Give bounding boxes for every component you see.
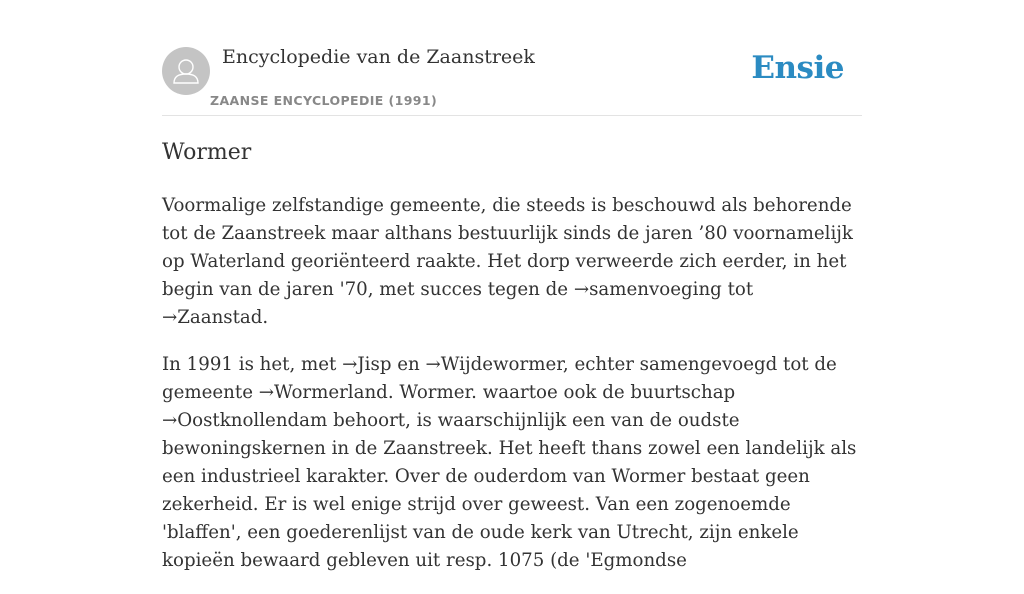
link-oostknollendam[interactable]: →Oostknollendam (162, 410, 328, 431)
paragraph-text: behoort, is waarschijnlijk een van de oudste bewoningskernen in de Zaanstreek. Het heeft thans zowel een landelijk als een industrieel karakter. Over de ouderdom van Wormer bestaat geen zekerheid. Er is wel enige strijd over geweest. Van een zogenoemde 'blaffen', een goederenlijst van de oude kerk van Utrecht, zijn enkele kopieën bewaard gebleven uit resp. 1075 (de 'Egmondse (162, 410, 857, 571)
ensie-logo[interactable]: Ensie (751, 50, 844, 86)
paragraph-text: In 1991 is het, met (162, 354, 343, 375)
article-title: Wormer (162, 140, 252, 165)
paragraph-text: , echter samengevoegd tot de gemeente (162, 354, 837, 403)
paragraph-text: . (262, 307, 269, 328)
link-wijdewormer[interactable]: →Wijdewormer (425, 354, 563, 375)
link-jisp[interactable]: →Jisp (342, 354, 392, 375)
link-zaanstad[interactable]: →Zaanstad (162, 307, 263, 328)
link-samenvoeging[interactable]: →samenvoeging (573, 279, 722, 300)
header-divider (162, 115, 862, 116)
source-title[interactable]: Encyclopedie van de Zaanstreek (222, 46, 535, 68)
link-wormerland[interactable]: →Wormerland (258, 382, 388, 403)
article-paragraph (162, 351, 862, 575)
user-silhouette-icon[interactable] (162, 47, 210, 95)
paragraph-text: en (391, 354, 426, 375)
paragraph-text: . Wormer. waartoe ook de buurtschap (387, 382, 736, 403)
paragraph-text: tot (721, 279, 754, 300)
paragraph-text: Voormalige zelfstandige gemeente, die steeds is beschouwd als behorende tot de Zaanstreek maar althans bestuurlijk sinds de jaren ’80 voornamelijk op Waterland georiënteerd raakte. Het dorp verweerde zich eerder, in het begin van de jaren '70, met succes tegen de (162, 195, 853, 300)
article-body (162, 192, 862, 594)
source-subtitle: ZAANSE ENCYCLOPEDIE (1991) (210, 93, 438, 108)
article-paragraph (162, 192, 862, 332)
